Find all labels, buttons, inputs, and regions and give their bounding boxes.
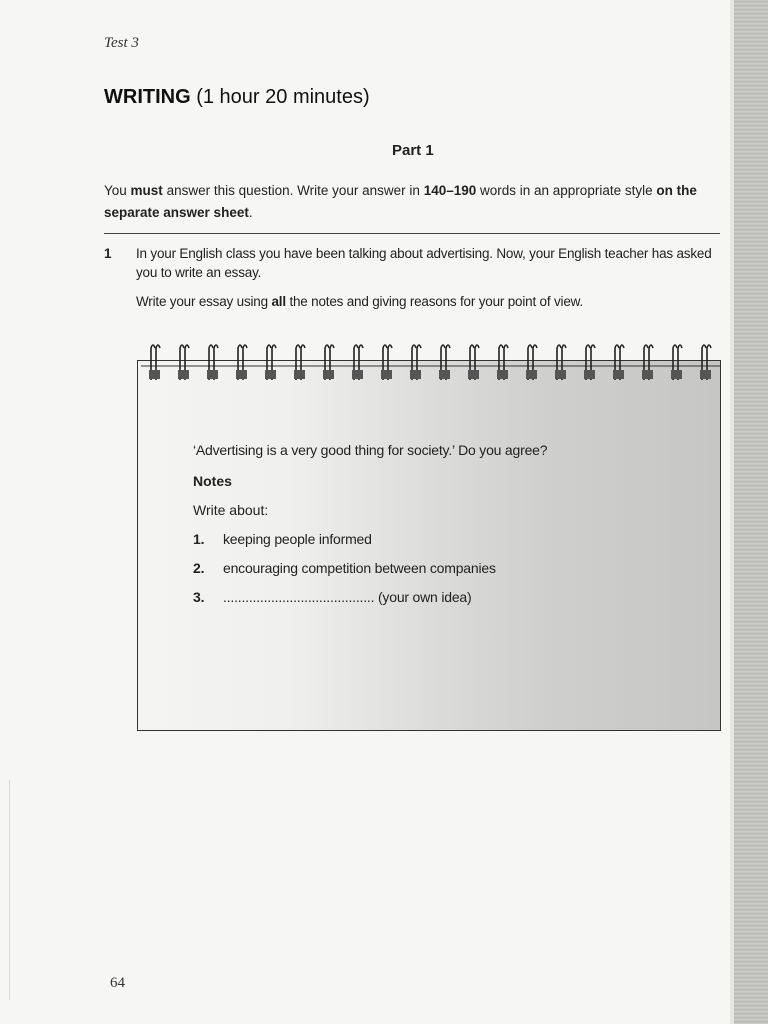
note-item-text: keeping people informed <box>223 531 372 547</box>
spiral-ring <box>700 345 711 380</box>
section-title-bold: WRITING <box>104 86 191 108</box>
instr-text-4: . <box>248 205 253 220</box>
spiral-ring <box>352 345 363 380</box>
page-number: 64 <box>110 975 125 991</box>
section-title <box>104 86 370 109</box>
q-instr-c: the notes and giving reasons for your point of view. <box>285 294 583 309</box>
write-about-label: Write about: <box>193 502 269 518</box>
instr-bold-wordcount: 140–190 <box>423 183 477 198</box>
spiral-ring <box>497 345 508 380</box>
instr-text-3: words in an appropriate style <box>476 183 657 198</box>
spiral-ring <box>468 345 479 380</box>
spiral-ring <box>236 345 247 380</box>
q-instr-a: Write your essay using <box>136 294 272 309</box>
question-text: In your English class you have been talking about advertising. Now, your English teacher has asked you to write an essay. <box>136 246 712 280</box>
instr-text-2: answer this question. Write your answer in <box>162 183 424 198</box>
note-item-text: encouraging competition between companies <box>223 560 496 576</box>
spiral-ring <box>526 345 537 380</box>
note-item <box>193 589 471 605</box>
spiral-ring <box>584 345 595 380</box>
note-item <box>193 531 372 547</box>
instr-text-1: You <box>104 183 131 198</box>
fold-line <box>9 780 10 1000</box>
spiral-ring <box>381 345 392 380</box>
running-head: Test 3 <box>104 35 139 51</box>
spiral-ring <box>207 345 218 380</box>
divider-rule <box>104 233 720 234</box>
question-number: 1 <box>104 246 112 261</box>
notes-heading: Notes <box>193 473 232 489</box>
section-title-duration: (1 hour 20 minutes) <box>190 86 370 108</box>
note-item-number: 1. <box>193 531 205 547</box>
note-item-text: ......................................... (your own idea) <box>223 589 472 605</box>
spiral-ring <box>555 345 566 380</box>
spiral-ring <box>265 345 276 380</box>
instructions <box>104 180 724 224</box>
note-item-number: 2. <box>193 560 205 576</box>
spiral-ring <box>178 345 189 380</box>
note-item <box>193 560 496 576</box>
spiral-ring <box>642 345 653 380</box>
spiral-ring <box>613 345 624 380</box>
q-instr-bold-all: all <box>271 294 286 309</box>
spiral-ring <box>323 345 334 380</box>
spiral-ring <box>294 345 305 380</box>
spiral-ring <box>410 345 421 380</box>
note-item-number: 3. <box>193 589 205 605</box>
instr-bold-answer-sheet: on the separate answer sheet <box>104 183 697 220</box>
notepad-prompt: ‘Advertising is a very good thing for society.’ Do you agree? <box>193 442 548 458</box>
page-edge <box>730 0 768 1024</box>
instr-bold-must: must <box>130 183 163 198</box>
part-label: Part 1 <box>392 142 434 159</box>
spiral-ring <box>149 345 160 380</box>
question-instruction <box>136 294 722 309</box>
spiral-ring <box>439 345 450 380</box>
spiral-binding <box>141 340 721 384</box>
spiral-ring <box>671 345 682 380</box>
